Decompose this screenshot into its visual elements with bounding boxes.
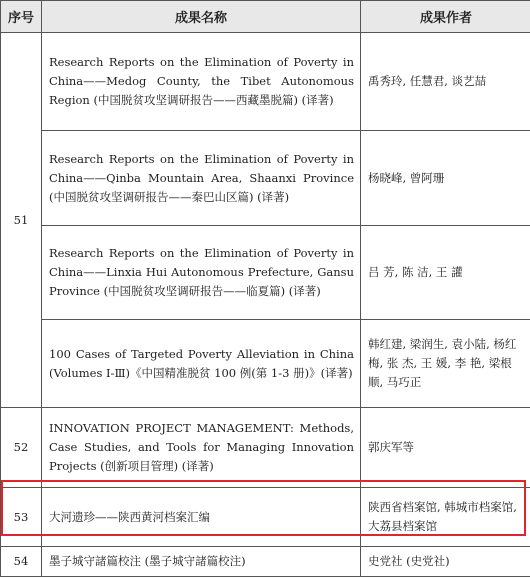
row-title: Research Reports on the Elimination of Poverty in China——Medog County, the Tibet Autonomous Region (中国脱贫攻坚调研报告——西藏墨脱篇) (译著) bbox=[42, 33, 361, 131]
table-row bbox=[1, 320, 530, 408]
header-num: 序号 bbox=[1, 1, 42, 33]
row-title: 大河遗珍——陕西黄河档案汇编 bbox=[42, 488, 361, 547]
row-number: 52 bbox=[1, 408, 42, 488]
header-title: 成果名称 bbox=[42, 1, 361, 33]
row-number: 54 bbox=[1, 547, 42, 577]
table-row bbox=[1, 131, 530, 226]
row-author: 禹秀玲, 任慧君, 谈艺喆 bbox=[361, 33, 530, 131]
row-author: 韩红建, 梁润生, 袁小陆, 杨红梅, 张 杰, 王 媛, 李 艳, 梁根顺, 马巧正 bbox=[361, 320, 530, 408]
table-row bbox=[1, 33, 530, 131]
row-author: 郭庆军等 bbox=[361, 408, 530, 488]
row-author: 陕西省档案馆, 韩城市档案馆, 大荔县档案馆 bbox=[361, 488, 530, 547]
table-row bbox=[1, 226, 530, 320]
table-row bbox=[1, 408, 530, 488]
row-author: 史党社 (史党社) bbox=[361, 547, 530, 577]
row-title: Research Reports on the Elimination of Poverty in China——Linxia Hui Autonomous Prefecture, Gansu Province (中国脱贫攻坚调研报告——临夏篇) (译著) bbox=[42, 226, 361, 320]
row-title: 100 Cases of Targeted Poverty Alleviation in China (Volumes Ⅰ-Ⅲ)《中国精准脱贫 100 例(第 1-3 册)》(译著) bbox=[42, 320, 361, 408]
table-row bbox=[1, 547, 530, 577]
row-number: 51 bbox=[1, 33, 42, 408]
table-row-highlighted bbox=[1, 488, 530, 547]
row-title: 墨子城守諸篇校注 (墨子城守諸篇校注) bbox=[42, 547, 361, 577]
row-author: 杨晓峰, 曾阿珊 bbox=[361, 131, 530, 226]
row-title: Research Reports on the Elimination of Poverty in China——Qinba Mountain Area, Shaanxi Province (中国脱贫攻坚调研报告——秦巴山区篇) (译著) bbox=[42, 131, 361, 226]
table-header-row bbox=[1, 1, 530, 33]
row-title: INNOVATION PROJECT MANAGEMENT: Methods, Case Studies, and Tools for Managing Innovation Projects (创新项目管理) (译著) bbox=[42, 408, 361, 488]
header-author: 成果作者 bbox=[361, 1, 530, 33]
row-number: 53 bbox=[1, 488, 42, 547]
row-author: 吕 芳, 陈 洁, 王 讙 bbox=[361, 226, 530, 320]
